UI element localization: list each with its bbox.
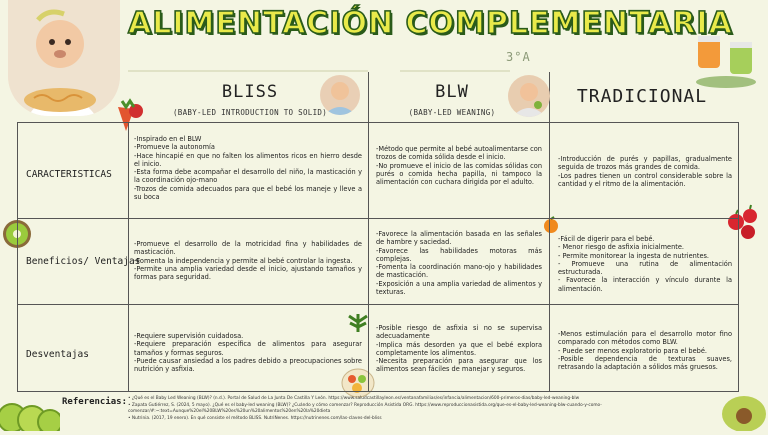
- cell-line: -Fomenta la coordinación mano-ojo y habilidades de masticación.: [376, 263, 542, 280]
- column-title: BLISS: [221, 82, 279, 102]
- cell-tradicional-beneficios: [558, 235, 732, 293]
- row-label-beneficios: Beneficios/ Ventajas: [26, 256, 141, 267]
- bliss-photo: [320, 75, 360, 115]
- cell-blw-desventajas: [376, 324, 542, 374]
- header-divider: [400, 70, 510, 72]
- cell-line: -Fomenta la independencia y permite al bebé controlar la ingesta.: [134, 256, 353, 265]
- row-divider: [17, 218, 739, 219]
- cell-line: -Puede causar ansiedad a los padres debido a preocupaciones sobre nutrición y asfixia.: [134, 356, 362, 374]
- cell-line: -Trozos de comida adecuados para que el bebé los maneje y lleve a su boca: [134, 184, 362, 202]
- cell-line: -Necesita preparación para asegurar que los alimentos sean fáciles de manejar y seguros.: [376, 357, 542, 374]
- cell-line: - Puede ser menos exploratorio para el bebé.: [558, 346, 708, 355]
- cell-line: -Inspirado en el BLW: [134, 135, 202, 143]
- cell-line: -Requiere supervisión cuidadosa.: [134, 332, 244, 340]
- column-divider: [368, 122, 369, 392]
- cell-line: -Permite una amplia variedad desde el inicio, ajustando tamaños y formas para seguridad.: [134, 264, 362, 282]
- cell-line: -Los padres tienen un control considerable sobre la cantidad y el ritmo de la alimentación.: [558, 171, 732, 188]
- column-header-tradicional: [562, 86, 722, 107]
- header-divider: [128, 70, 368, 72]
- cell-line: -Esta forma debe acompañar el desarrollo del niño, la masticación y la coordinación ojo-mano: [134, 168, 362, 185]
- row-label-caracteristicas: CARACTERISTICAS: [26, 169, 112, 180]
- cell-line: -Método que permite al bebé autoalimentarse con trozos de comida sólida desde el inicio.: [376, 145, 542, 162]
- cell-line: -Requiere preparación específica de alimentos para asegurar tamaños y formas seguros.: [134, 340, 362, 357]
- reference-item: • Nutrinia. (2017, 19 enero). En qué consiste el método BLISS. NutriNenes. https://nutrinenes.com/las-claves-del-bliss: [128, 415, 382, 421]
- cell-line: - Favorece la interacción y vínculo durante la alimentación.: [558, 276, 732, 293]
- cell-line: -No promueve el inicio de las comidas sólidas con purés o comida hecha papilla, ni tampoco la alimentación con cuchara dirigida por el adulto.: [376, 161, 542, 187]
- cell-line: - Permite monitorear la ingesta de nutrientes.: [558, 251, 710, 260]
- column-divider: [368, 72, 369, 122]
- cell-line: -Introducción de purés y papillas, gradualmente seguida de trozos más grandes de comida.: [558, 155, 732, 172]
- cell-tradicional-desventajas: [558, 330, 732, 371]
- cell-line: -Menos estimulación para el desarrollo motor fino comparado con métodos como BLW.: [558, 330, 732, 347]
- cell-line: -Posible dependencia de texturas suaves, retrasando la adaptación a sólidos más gruesos.: [558, 354, 732, 372]
- column-header-blw: [392, 82, 512, 117]
- grade-label: 3°A: [506, 50, 531, 64]
- page-title: ALIMENTACIÓN COMPLEMENTARIA: [128, 6, 733, 41]
- row-label-desventajas: Desventajas: [26, 349, 89, 360]
- blw-photo: [508, 75, 550, 117]
- cell-line: -Promueve el desarrollo de la motricidad fina y habilidades de masticación.: [134, 240, 362, 257]
- baby-photo: [8, 0, 120, 116]
- cell-tradicional-caracteristicas: [558, 155, 732, 188]
- cell-line: -Implica más desorden ya que el bebé explora completamente los alimentos.: [376, 340, 542, 357]
- cell-line: -Exposición a una amplia variedad de alimentos y texturas.: [376, 279, 542, 297]
- column-divider: [549, 122, 550, 392]
- cell-line: -Posible riesgo de asfixia si no se supervisa adecuadamente: [376, 324, 542, 341]
- cell-blw-caracteristicas: [376, 145, 542, 186]
- cell-bliss-caracteristicas: [134, 135, 362, 201]
- cell-line: -Favorece la alimentación basada en las señales de hambre y saciedad.: [376, 230, 542, 247]
- column-subtitle: (BABY-LED WEANING): [408, 108, 496, 117]
- row-divider: [17, 304, 739, 305]
- cell-line: - Promueve una rutina de alimentación estructurada.: [558, 259, 732, 277]
- references-list: [128, 396, 728, 422]
- cell-line: -Promueve la autonomía: [134, 143, 215, 152]
- reference-item: • Zapata Gutiérrez, S. (2024, 5 mayo). ¿Qué es el baby-led weaning (BLW)? ¿Cuándo y cómo comenzar? Reproducción Asistida ORG. https://www.reproduccionasistida.org/que-es-el-baby-led-weaning-blw-cuando-y-como-comenzar/#:~:text=Aunque%20el%20BLW%20es%20un%20alimentos%20en%20la%20dieta: [128, 402, 602, 415]
- lime-slices-icon: [0, 394, 60, 431]
- column-subtitle: (BABY-LED INTRODUCTION TO SOLID): [172, 108, 328, 117]
- reference-item: • ¿Qué es el Baby Led Weaning (BLW)? (n.d.). Portal de Salud de La Junta De Castilla Y León. https://www.saludcastillayleon.es/ventanafamilias/es/infancia/alimentacion/600-primeros-dias/baby-led-weaning-blw: [128, 396, 580, 401]
- references-label: Referencias:: [62, 397, 128, 407]
- cell-line: -Favorece las habilidades motoras más complejas.: [376, 246, 542, 263]
- column-title: TRADICIONAL: [576, 86, 708, 107]
- cell-bliss-beneficios: [134, 240, 362, 281]
- cell-line: - Menor riesgo de asfixia inicialmente.: [558, 243, 684, 252]
- cell-blw-beneficios: [376, 230, 542, 296]
- column-title: BLW: [435, 82, 469, 102]
- cell-line: -Fácil de digerir para el bebé.: [558, 235, 655, 243]
- cell-line: -Hace hincapié en que no falten los alimentos ricos en hierro desde el inicio.: [134, 151, 362, 168]
- cell-bliss-desventajas: [134, 332, 362, 373]
